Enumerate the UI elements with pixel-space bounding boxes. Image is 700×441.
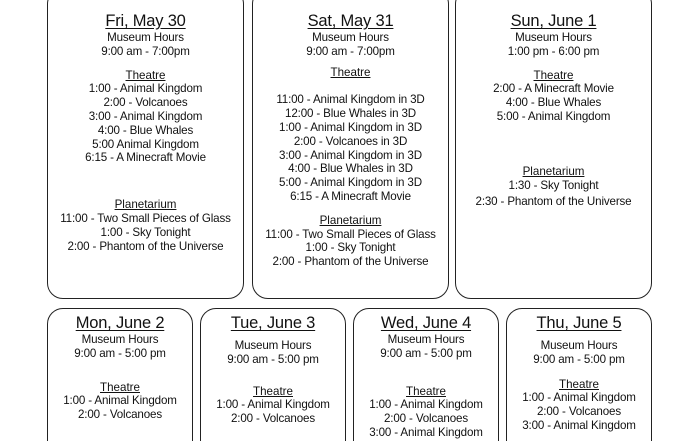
showtime: 2:00 - Volcanoes — [231, 412, 315, 426]
day-title: Sat, May 31 — [307, 12, 394, 30]
showtime: 2:00 - Volcanoes — [537, 405, 621, 419]
planetarium-schedule — [48, 212, 243, 253]
showtime: 4:00 - Blue Whales — [505, 96, 602, 110]
showtime: 5:00 - Animal Kingdom in 3D — [279, 176, 422, 190]
museum-hours-label: Museum Hours — [107, 31, 184, 44]
showtime: 2:30 - Phantom of the Universe — [475, 195, 632, 209]
theatre-heading: Theatre — [406, 384, 446, 398]
showtime: 1:00 - Animal Kingdom — [216, 398, 330, 412]
showtime: 5:00 - Animal Kingdom — [496, 109, 611, 123]
showtime: 2:00 - Phantom of the Universe — [67, 239, 224, 253]
day-card-sat-may-31 — [252, 0, 449, 299]
day-card-tue-june-3 — [200, 308, 346, 441]
showtime: 2:00 - Volcanoes in 3D — [293, 134, 408, 148]
showtime: 2:00 - A Minecraft Movie — [493, 82, 614, 96]
day-title: Wed, June 4 — [380, 314, 472, 332]
showtime: 2:00 - Volcanoes — [384, 412, 468, 426]
showtime: 3:00 - Animal Kingdom — [369, 425, 483, 439]
showtime: 1:00 - Animal Kingdom in 3D — [279, 120, 422, 134]
showtime: 2:00 - Volcanoes — [103, 96, 188, 110]
museum-hours-label: Museum Hours — [81, 333, 159, 346]
museum-hours-value: 9:00 am - 5:00 pm — [533, 352, 625, 366]
museum-hours-value: 1:00 pm - 6:00 pm — [507, 44, 600, 58]
showtime: 11:00 - Two Small Pieces of Glass — [60, 211, 231, 225]
museum-hours-value: 9:00 am - 5:00 pm — [380, 346, 472, 360]
theatre-heading: Theatre — [559, 377, 599, 391]
showtime: 1:00 - Animal Kingdom — [369, 398, 483, 412]
theatre-schedule — [48, 394, 192, 422]
showtime: 4:00 - Blue Whales — [97, 123, 194, 137]
day-card-wed-june-4 — [353, 308, 499, 441]
museum-hours-value: 9:00 am - 7:00pm — [101, 44, 190, 58]
theatre-schedule — [201, 398, 345, 426]
theatre-schedule — [507, 391, 651, 432]
theatre-schedule — [354, 398, 498, 439]
day-card-fri-may-30 — [47, 0, 244, 299]
day-card-sun-june-1 — [455, 0, 652, 299]
showtime: 6:15 - A Minecraft Movie — [85, 151, 206, 165]
showtime: 1:00 - Animal Kingdom — [63, 394, 177, 408]
showtime: 5:00 Animal Kingdom — [92, 137, 199, 151]
showtime: 4:00 - Blue Whales in 3D — [288, 162, 413, 176]
showtime: 12:00 - Blue Whales in 3D — [285, 107, 416, 121]
showtime: 3:00 - Animal Kingdom in 3D — [279, 148, 422, 162]
showtime: 1:00 - Animal Kingdom — [88, 82, 203, 96]
showtime: 2:00 - Phantom of the Universe — [272, 255, 429, 269]
museum-hours-label: Museum Hours — [515, 31, 592, 44]
showtime: 11:00 - Animal Kingdom in 3D — [276, 93, 425, 107]
showtime: 1:00 - Animal Kingdom — [522, 391, 636, 405]
day-title: Fri, May 30 — [105, 12, 186, 30]
day-title: Mon, June 2 — [75, 314, 165, 332]
day-card-thu-june-5 — [506, 308, 652, 441]
showtime: 3:00 - Animal Kingdom — [522, 418, 636, 432]
showtime: 1:00 - Sky Tonight — [305, 241, 396, 255]
showtime: 6:15 - A Minecraft Movie — [290, 189, 411, 203]
museum-hours-value: 9:00 am - 5:00 pm — [74, 346, 166, 360]
day-card-mon-june-2 — [47, 308, 193, 441]
theatre-heading: Theatre — [253, 384, 293, 398]
theatre-heading: Theatre — [330, 65, 371, 79]
day-title: Sun, June 1 — [510, 12, 597, 30]
showtime: 1:00 - Sky Tonight — [100, 225, 191, 239]
theatre-heading: Theatre — [100, 380, 140, 394]
planetarium-heading: Planetarium — [114, 198, 177, 212]
theatre-heading: Theatre — [125, 68, 166, 82]
museum-hours-label: Museum Hours — [312, 31, 389, 44]
day-title: Tue, June 3 — [230, 314, 316, 332]
showtime: 11:00 - Two Small Pieces of Glass — [265, 227, 436, 241]
theatre-schedule — [456, 82, 651, 123]
planetarium-heading: Planetarium — [319, 213, 382, 227]
theatre-schedule — [48, 82, 243, 165]
museum-hours-label: Museum Hours — [234, 339, 312, 352]
planetarium-schedule — [456, 179, 651, 210]
museum-hours-label: Museum Hours — [387, 333, 465, 346]
museum-hours-value: 9:00 am - 7:00pm — [306, 44, 395, 58]
museum-hours-value: 9:00 am - 5:00 pm — [227, 352, 319, 366]
planetarium-heading: Planetarium — [522, 164, 585, 178]
museum-hours-label: Museum Hours — [540, 339, 618, 352]
planetarium-schedule — [253, 228, 448, 269]
theatre-heading: Theatre — [533, 68, 574, 82]
showtime: 1:30 - Sky Tonight — [508, 178, 599, 192]
showtime: 3:00 - Animal Kingdom — [88, 109, 203, 123]
showtime: 2:00 - Volcanoes — [78, 408, 162, 422]
theatre-schedule — [253, 93, 448, 203]
day-title: Thu, June 5 — [536, 314, 622, 332]
